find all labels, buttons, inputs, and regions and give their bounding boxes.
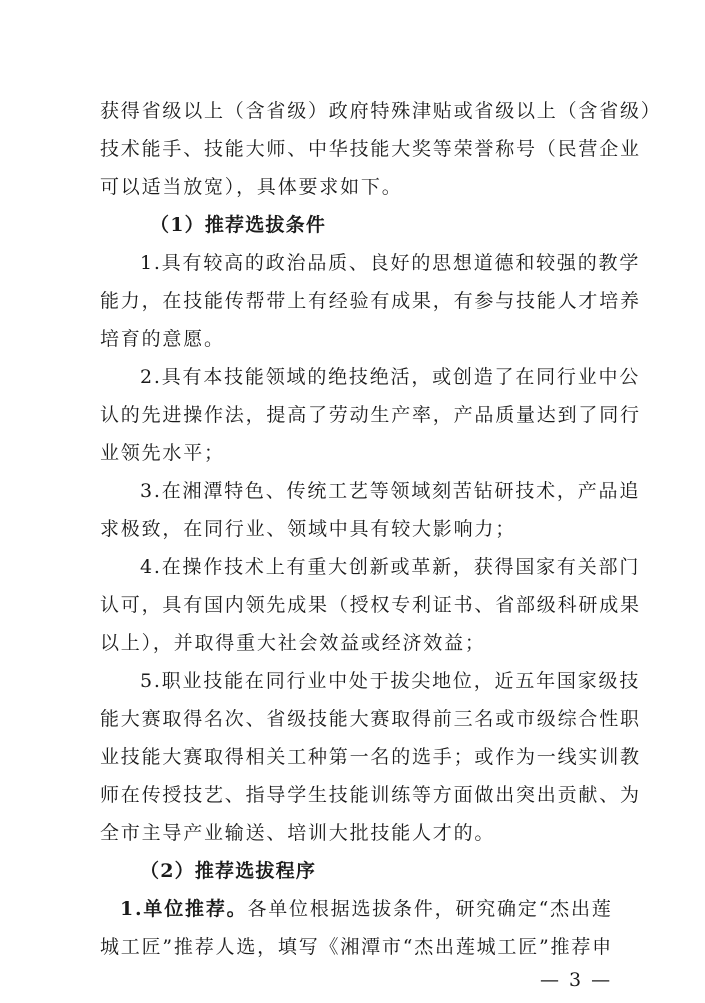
paragraph-line: 全市主导产业输送、培训大批技能人才的。: [100, 822, 496, 844]
item-lead: 1.单位推荐。: [120, 898, 248, 920]
paragraph-line: 以上），并取得重大社会效益或经济效益；: [100, 632, 486, 654]
paragraph-line: 认的先进操作法，提高了劳动生产率，产品质量达到了同行: [100, 404, 641, 426]
paragraph-line: 业领先水平；: [100, 442, 225, 464]
paragraph-line: 培育的意愿。: [100, 328, 225, 350]
section-heading: （1）推荐选拔条件: [150, 214, 327, 236]
section-heading: （2）推荐选拔程序: [140, 860, 317, 882]
paragraph-line: 业技能大赛取得相关工种第一名的选手；或作为一线实训教: [100, 746, 641, 768]
paragraph-line: 1.具有较高的政治品质、良好的思想道德和较强的教学: [140, 252, 641, 274]
paragraph-line: 能大赛取得名次、省级技能大赛取得前三名或市级综合性职: [100, 708, 641, 730]
paragraph-line: 2.具有本技能领域的绝技绝活，或创造了在同行业中公: [140, 366, 641, 388]
paragraph-line: 能力，在技能传帮带上有经验有成果，有参与技能人才培养: [100, 290, 641, 312]
paragraph-line: 师在传授技艺、指导学生技能训练等方面做出突出贡献、为: [100, 784, 641, 806]
item-text: 各单位根据选拔条件，研究确定“杰出莲: [247, 898, 613, 920]
paragraph-line: 求极致，在同行业、领域中具有较大影响力；: [100, 518, 517, 540]
paragraph-line: 技术能手、技能大师、中华技能大奖等荣誉称号（民营企业: [100, 138, 641, 160]
paragraph-line: 可以适当放宽），具体要求如下。: [100, 176, 403, 198]
paragraph-line: 5.职业技能在同行业中处于拔尖地位，近五年国家级技: [140, 670, 641, 692]
paragraph-line: 城工匠”推荐人选，填写《湘潭市“杰出莲城工匠”推荐申: [100, 936, 613, 958]
paragraph-line: 认可，具有国内领先成果（授权专利证书、省部级科研成果: [100, 594, 641, 616]
paragraph-line: 4.在操作技术上有重大创新或革新，获得国家有关部门: [140, 556, 641, 578]
page-number: — 3 —: [540, 969, 613, 991]
paragraph-line: 3.在湘潭特色、传统工艺等领域刻苦钻研技术，产品追: [140, 480, 641, 502]
paragraph-line: [120, 897, 613, 921]
paragraph-line: 获得省级以上（含省级）政府特殊津贴或省级以上（含省级）: [100, 100, 662, 122]
